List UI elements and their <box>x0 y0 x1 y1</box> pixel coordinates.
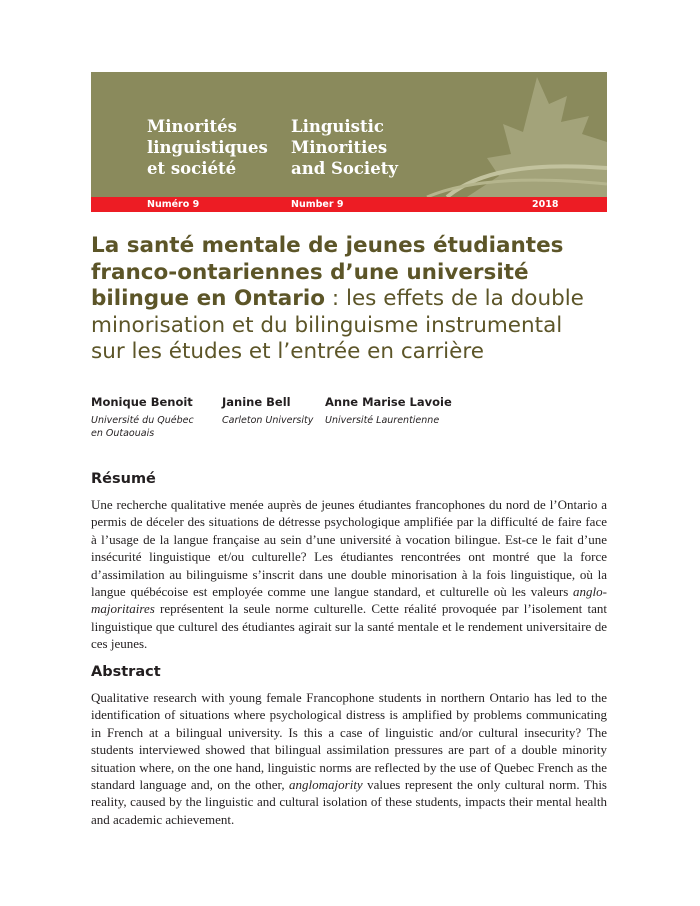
article-title <box>91 233 611 366</box>
journal-name-french: Minorités linguistiques et société <box>147 117 268 178</box>
resume-text-italic: anglo-majoritaires <box>91 584 607 617</box>
abstract-text-italic: anglomajority <box>289 777 363 793</box>
issue-bar <box>91 197 607 212</box>
abstract-heading: Abstract <box>91 664 161 680</box>
journal-banner <box>91 72 607 197</box>
author-name: Monique Benoit <box>91 395 193 409</box>
journal-name-english: Linguistic Minorities and Society <box>291 117 398 178</box>
author-name: Janine Bell <box>222 395 291 409</box>
author-2 <box>222 395 313 427</box>
resume-text <box>91 496 607 653</box>
resume-text-main: Une recherche qualitative menée auprès de jeunes étudiantes francophones du nord de l’Ontario a permis de déceler des situations de détresse psychologique amplifiée par la difficulté de faire face à l’usage de la langue française au sein d’une université à vocation bilingue. Est-ce le fait d’une insécurité linguistique et/ou culturelle? Les étudiantes rencontrées ont montré que la force d’assimilation au bilinguisme s’inscrit dans une double minorisation à la fois linguistique, où la langue québécoise est employée comme une langue standard, et culturelle où les valeurs <box>91 497 607 600</box>
author-affiliation: Université Laurentienne <box>325 415 440 426</box>
abstract-text <box>91 689 607 828</box>
maple-leaf-icon <box>407 72 607 197</box>
author-name: Anne Marise Lavoie <box>325 395 452 409</box>
issue-year: 2018 <box>532 199 559 210</box>
author-3 <box>325 395 452 427</box>
issue-number-french: Numéro 9 <box>147 199 200 210</box>
author-1 <box>91 395 194 440</box>
resume-heading: Résumé <box>91 471 156 487</box>
author-affiliation: Université du Québec en Outaouais <box>91 415 194 439</box>
title-line-2: franco-ontariennes d’une université <box>91 259 529 285</box>
title-line-1: La santé mentale de jeunes étudiantes <box>91 233 564 258</box>
issue-number-english: Number 9 <box>291 199 344 210</box>
resume-text-end: représentent la seule norme culturelle. Cette réalité provoquée par l’isolement tant linguistique que culturel des étudiantes agirait sur la santé mentale et le rendement universitaire de ces jeunes. <box>91 601 607 652</box>
title-line-4: minorisation et du bilinguisme instrumental <box>91 312 563 338</box>
title-line-3-rest: : les effets de la double <box>325 286 584 311</box>
title-line-3 <box>91 286 611 313</box>
title-line-5: sur les études et l’entrée en carrière <box>91 339 484 364</box>
abstract-text-main: Qualitative research with young female Francophone students in northern Ontario has led to the identification of situations where psychological distress is amplified by problems communicating in French at a bilingual university. Is this a case of linguistic and/or cultural insecurity? The students interviewed showed that bilingual assimilation pressures are part of a double minority situation where, on the one hand, linguistic norms are reflected by the use of Quebec French as the standard language and, on the other, <box>91 690 607 793</box>
title-line-3-bold: bilingue en Ontario <box>91 286 326 311</box>
author-affiliation: Carleton University <box>222 415 314 426</box>
abstract-text-end: values represent the only cultural norm. This reality, caused by the linguistic and cultural isolation of these students, impacts their mental health and academic achievement. <box>91 777 607 827</box>
